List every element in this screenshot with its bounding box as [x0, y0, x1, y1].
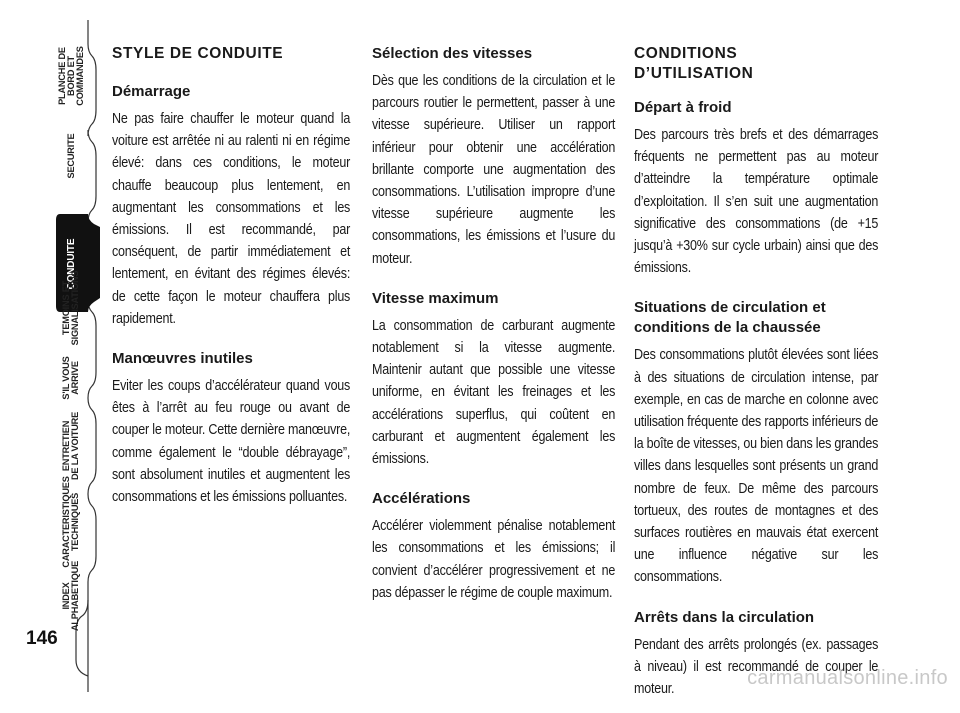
tab-strip-outline: [0, 0, 100, 692]
tab-planche-de-bord[interactable]: PLANCHE DE BORD ET COMMANDES: [56, 46, 85, 106]
paragraph-demarrage: Ne pas faire chauffer le moteur quand la voiture est arrêtée ni au ralenti ni en régime élevé: dans ces conditions, le moteur chauffe beaucoup plus lentement, en augmentant les consommations et les émissions. Il est recommandé, par conséquent, de partir immédiatement et lentement, en évitant des régimes élevés: de cette façon le moteur chauffera plus rapidement.: [112, 111, 351, 327]
tab-securite[interactable]: SECURITE: [65, 133, 76, 179]
subheading-selection-vitesses: Sélection des vitesses: [372, 45, 533, 62]
column-1: [112, 44, 350, 521]
tab-entretien[interactable]: ENTRETIEN DE LA VOITURE: [61, 412, 80, 481]
subheading-vitesse-maximum: Vitesse maximum: [372, 289, 499, 307]
paragraph-vitesse-maximum: La consommation de carburant augmente notablement si la vitesse augmente. Maintenir autant que possible une vitesse uniforme, en évitant les freinages et les accélérations superflus, qui coûtent en carburant et augmentent également les émissions.: [372, 317, 616, 468]
tab-temoins-signalisations[interactable]: TEMOINS ET SIGNALISATIONS: [61, 270, 80, 346]
section-tab-strip: [0, 0, 100, 692]
section-title-conditions-utilisation: CONDITIONS D’UTILISATION: [634, 45, 754, 82]
column-2: [372, 44, 614, 617]
subheading-depart-a-froid: Départ à froid: [634, 99, 732, 116]
subheading-situations-circulation: Situations de circulation et conditions de la chaussée: [634, 299, 826, 337]
tab-index[interactable]: INDEX ALPHABETIQUE: [61, 560, 80, 632]
paragraph-manoeuvres-inutiles: Eviter les coups d’accélérateur quand vous êtes à l’arrêt au feu rouge ou avant de couper le moteur. Cette dernière manœuvre, comme également le “double débrayage”, sont absolument inutiles et augmentent les consommations et les émissions polluantes.: [112, 378, 351, 506]
page-number: 146: [26, 628, 58, 649]
tab-s-il-vous-arrive[interactable]: S'IL VOUS ARRIVE: [61, 356, 80, 400]
subheading-accelerations: Accélérations: [372, 490, 471, 508]
tab-conduite[interactable]: CONDUITE: [65, 238, 77, 290]
section-title-style-de-conduite: STYLE DE CONDUITE: [112, 45, 284, 62]
paragraph-depart-a-froid: Des parcours très brefs et des démarrages fréquents ne permettent pas au moteur d’atteindre la température optimale d’exploitation. Il s’en suit une augmentation significative des consommations (de +15 jusqu’à +30% sur cycle urbain) ainsi que des émissions.: [634, 127, 879, 277]
paragraph-selection-vitesses: Dès que les conditions de la circulation et le parcours routier le permettent, passer à une vitesse supérieure. Utiliser un rapport inférieur pour obtenir une accélération brillante comporte une augmentation des consommations. L’utilisation impropre d’une vitesse supérieure augmente les consommations, les émissions et l’usure du moteur.: [372, 73, 616, 267]
subheading-demarrage: Démarrage: [112, 83, 191, 100]
paragraph-arrets-circulation: Pendant des arrêts prolongés (ex. passages à niveau) il est recommandé de couper le moteur.: [634, 636, 879, 698]
subheading-arrets-circulation: Arrêts dans la circulation: [634, 608, 815, 626]
paragraph-situations-circulation: Des consommations plutôt élevées sont liées à des situations de circulation intense, par exemple, en cas de marche en colonne avec utilisation fréquente des rapports inférieurs de la boîte de vitesses, ou bien dans les grandes villes dans lesquelles sont présents un grand nombre de feux. De même des parcours tortueux, des routes de montagnes et des surfaces routières en mauvais état exercent une influence négative sur les consommations.: [634, 347, 879, 586]
paragraph-accelerations: Accélérer violemment pénalise notablement les consommations et les émissions; il convient d’accélérer progressivement et ne pas dépasser le régime de couple maximum.: [372, 518, 616, 601]
watermark-text: carmanualsonline.info: [747, 667, 948, 689]
tab-caracteristiques[interactable]: CARACTERISTIQUES TECHNIQUES: [61, 476, 80, 568]
subheading-manoeuvres-inutiles: Manœuvres inutiles: [112, 350, 253, 368]
column-3: [634, 44, 877, 713]
